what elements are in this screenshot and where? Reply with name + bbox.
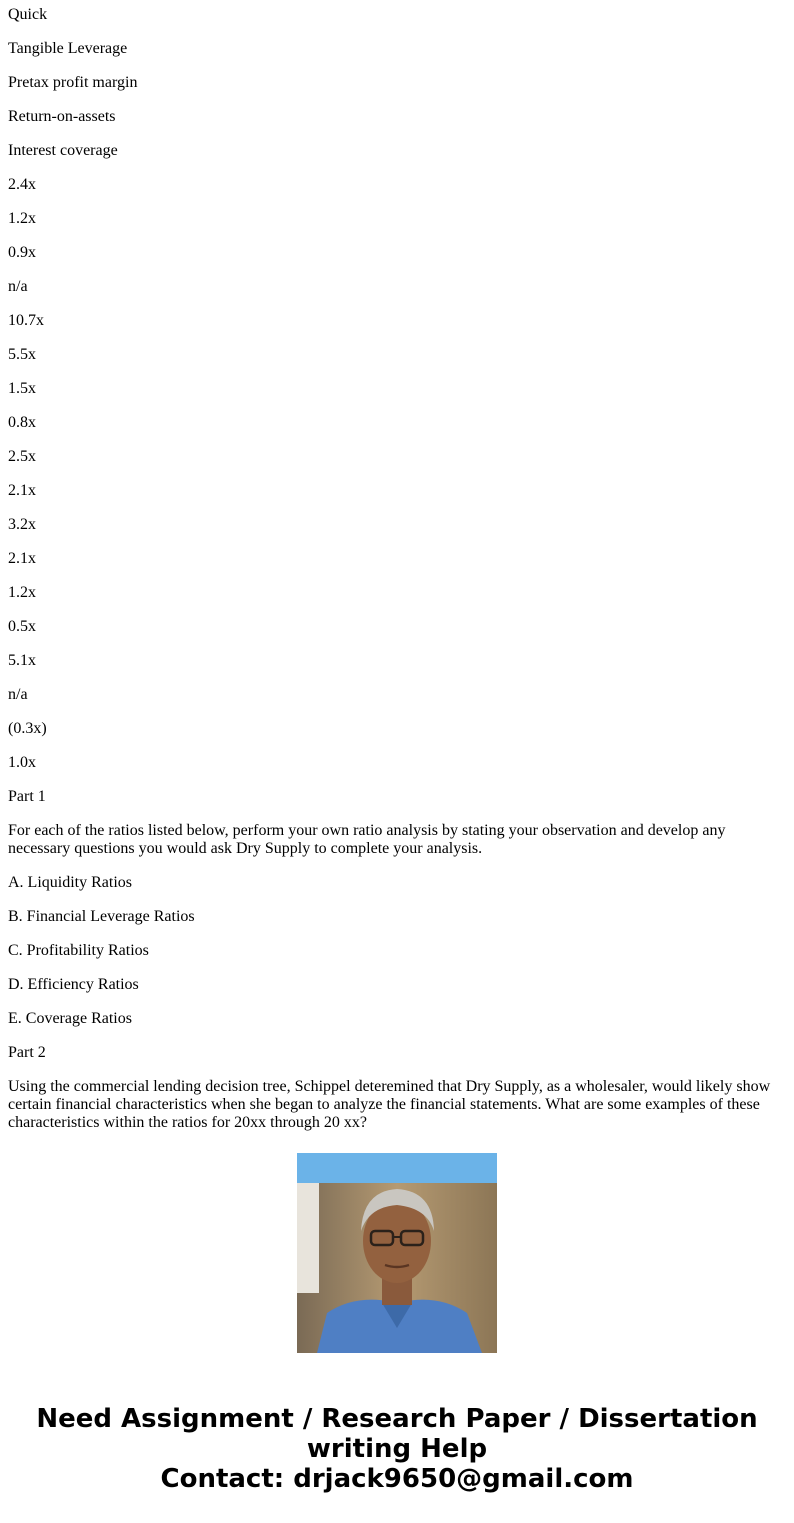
- list-item: A. Liquidity Ratios: [8, 874, 132, 891]
- section-heading: Part 2: [8, 1044, 46, 1061]
- line: 1.5x: [8, 380, 36, 397]
- line: Quick: [8, 6, 48, 23]
- line: n/a: [8, 686, 28, 703]
- banner-contact: Contact: drjack9650@gmail.com: [160, 1464, 634, 1494]
- avatar-portrait: [297, 1153, 497, 1353]
- line: Interest coverage: [8, 142, 118, 159]
- line: 2.5x: [8, 448, 36, 465]
- line: 2.4x: [8, 176, 36, 193]
- line: 1.0x: [8, 754, 36, 771]
- paragraph: Using the commercial lending decision tree, Schippel deteremined that Dry Supply, as a wholesaler, would likely show certain financial characteristics when she began to analyze the financial statements. What are some examples of these characteristics within the ratios for 20xx through 20 xx?: [8, 1078, 771, 1131]
- section-heading: Part 1: [8, 788, 46, 805]
- line: 10.7x: [8, 312, 44, 329]
- line: Pretax profit margin: [8, 74, 138, 91]
- line: 5.5x: [8, 346, 36, 363]
- document-body: [8, 0, 786, 1131]
- line: 1.2x: [8, 210, 36, 227]
- line: Tangible Leverage: [8, 40, 128, 57]
- line: 3.2x: [8, 516, 36, 533]
- line: 0.5x: [8, 618, 36, 635]
- list-item: D. Efficiency Ratios: [8, 976, 139, 993]
- line: Return-on-assets: [8, 108, 116, 125]
- line: 0.9x: [8, 244, 36, 261]
- paragraph: For each of the ratios listed below, perform your own ratio analysis by stating your observation and develop any necessary questions you would ask Dry Supply to complete your analysis.: [8, 822, 726, 857]
- line: 1.2x: [8, 584, 36, 601]
- list-item: C. Profitability Ratios: [8, 942, 149, 959]
- line: 0.8x: [8, 414, 36, 431]
- line: 2.1x: [8, 550, 36, 567]
- banner-headline: Need Assignment / Research Paper / Dissertation writing Help: [36, 1404, 758, 1464]
- line: (0.3x): [8, 720, 47, 737]
- list-item: B. Financial Leverage Ratios: [8, 908, 195, 925]
- contact-banner: [0, 1404, 794, 1494]
- line: 2.1x: [8, 482, 36, 499]
- line: 5.1x: [8, 652, 36, 669]
- list-item: E. Coverage Ratios: [8, 1010, 132, 1027]
- avatar: [297, 1153, 497, 1353]
- line: n/a: [8, 278, 28, 295]
